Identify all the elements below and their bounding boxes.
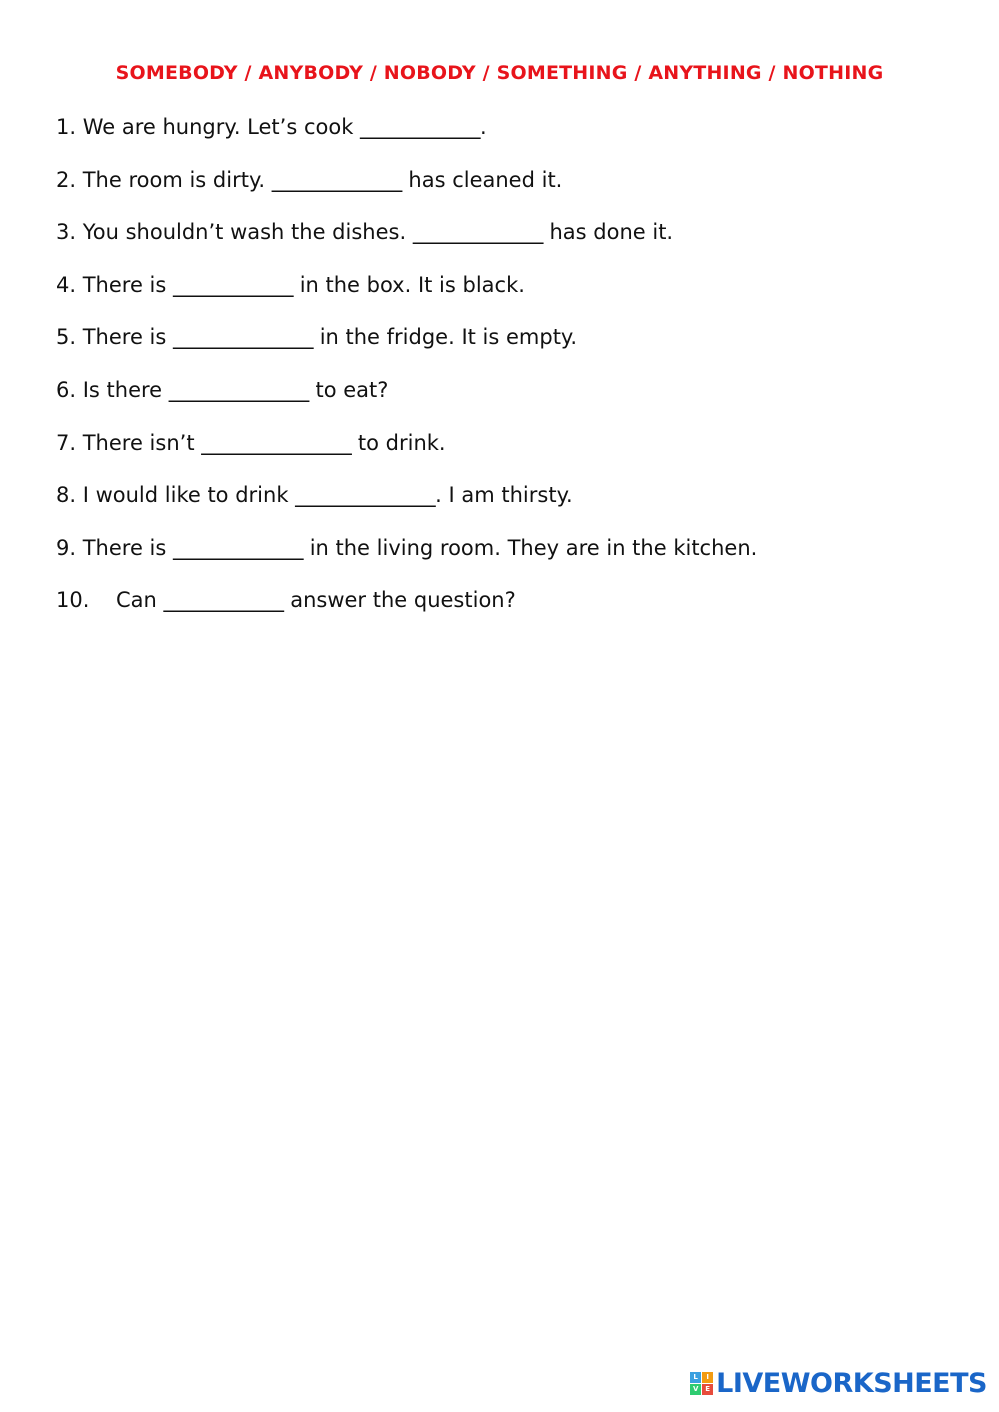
item-number: 2. [56, 167, 77, 192]
item-text-after: has cleaned it. [401, 167, 563, 192]
logo-mark-letter: E [702, 1384, 713, 1395]
item-number: 9. [56, 535, 77, 560]
item-text-after: to drink. [351, 430, 446, 455]
item-text-before: We are hungry. Let’s cook [82, 115, 361, 139]
exercise-list [56, 112, 976, 638]
item-text-after: in the fridge. It is empty. [313, 325, 578, 350]
answer-blank[interactable]: ______________ [168, 377, 309, 402]
item-text-after: . I am thirsty. [435, 483, 573, 508]
exercise-item-9 [56, 533, 976, 586]
exercise-item-8 [56, 480, 976, 533]
item-text-after: answer the question? [283, 588, 516, 613]
item-number: 6. [56, 377, 77, 402]
item-text-after: in the living room. They are in the kitchen. [303, 535, 758, 560]
logo-text: LIVEWORKSHEETS [716, 1367, 987, 1399]
item-text-after: . [480, 115, 487, 139]
answer-blank[interactable]: ______________ [295, 483, 436, 508]
item-number: 8. [56, 483, 77, 508]
answer-blank[interactable]: _____________ [271, 167, 402, 192]
answer-blank[interactable]: ____________ [173, 272, 294, 297]
answer-blank[interactable]: ____________ [360, 115, 481, 139]
answer-blank[interactable]: ______________ [173, 325, 314, 350]
exercise-item-5 [56, 322, 976, 375]
item-text-before: The room is dirty. [82, 167, 272, 192]
item-text-before: There isn’t [82, 430, 202, 455]
exercise-item-6 [56, 375, 976, 428]
item-number: 7. [56, 430, 77, 455]
item-text-after: to eat? [308, 377, 389, 402]
answer-blank[interactable]: _____________ [173, 535, 304, 560]
item-text-before: There is [82, 535, 174, 560]
item-number: 10. [56, 588, 90, 613]
logo-mark-letter: I [702, 1372, 713, 1383]
answer-blank[interactable]: _____________ [412, 220, 543, 245]
item-number: 5. [56, 325, 77, 350]
item-text-before: Is there [82, 377, 169, 402]
word-bank-title: SOMEBODY / ANYBODY / NOBODY / SOMETHING / ANYTHING / NOTHING [115, 62, 884, 84]
exercise-item-10 [56, 585, 976, 638]
exercise-item-2 [56, 165, 976, 218]
item-number: 1. [56, 115, 77, 139]
item-text-after: in the box. It is black. [293, 272, 525, 297]
item-number: 4. [56, 272, 77, 297]
exercise-item-4 [56, 270, 976, 323]
item-text-before: There is [82, 272, 174, 297]
answer-blank[interactable]: _______________ [201, 430, 352, 455]
liveworksheets-logo [690, 1368, 987, 1398]
item-text-before: You shouldn’t wash the dishes. [82, 220, 413, 245]
answer-blank[interactable]: ____________ [163, 588, 284, 613]
item-text-after: has done it. [542, 220, 674, 245]
logo-mark-letter: V [690, 1384, 701, 1395]
item-number: 3. [56, 220, 77, 245]
liveworksheets-logo-icon [690, 1372, 713, 1395]
exercise-item-1 [56, 112, 976, 165]
item-text-before: There is [82, 325, 174, 350]
item-text-before: I would like to drink [82, 483, 296, 508]
exercise-item-3 [56, 217, 976, 270]
logo-mark-letter: L [690, 1372, 701, 1383]
item-text-before: Can [116, 588, 164, 613]
exercise-item-7 [56, 428, 976, 481]
